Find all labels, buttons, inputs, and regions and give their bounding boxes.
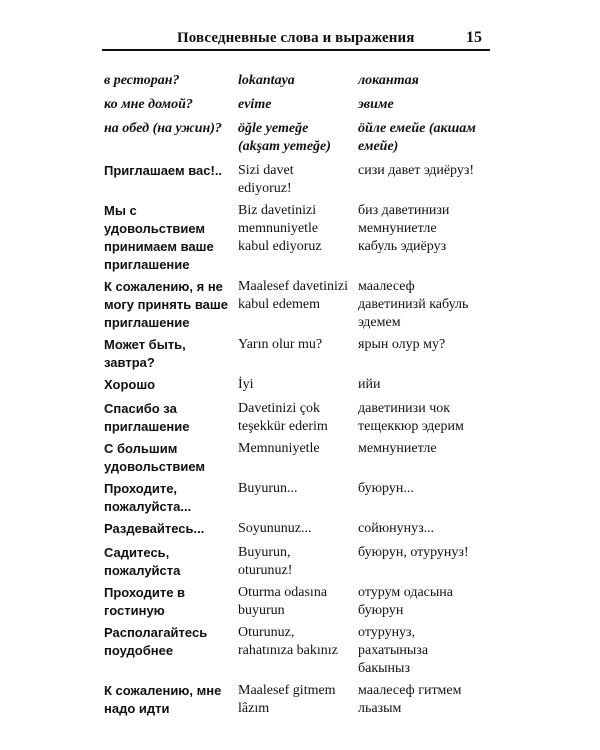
turkish-phrase: Davetinizi çok teşekkür ederim: [238, 401, 328, 434]
table-row: [104, 400, 494, 440]
transcription: мемнуниетле: [358, 441, 437, 456]
transcription: эвиме: [358, 97, 394, 112]
table-row: [104, 544, 494, 584]
transcription: сойюнунуз...: [358, 521, 435, 536]
russian-phrase: Может быть, завтра?: [104, 337, 186, 370]
turkish-phrase: Oturma odasına buyurun: [238, 585, 328, 618]
transcription: биз даветинизи мемнуниетле кабуль эдиёруз: [358, 203, 450, 254]
russian-phrase: Хорошо: [104, 377, 156, 392]
transcription: сизи давет эдиёруз!: [358, 163, 475, 178]
transcription: ӧйле емейе (акшам емейе): [358, 121, 476, 154]
table-row: [104, 440, 494, 480]
russian-phrase: на обед (на ужин)?: [104, 121, 222, 136]
russian-phrase: С большим удовольствием: [104, 441, 206, 474]
table-row: [104, 202, 494, 278]
turkish-phrase: Memnuniyetle: [238, 441, 320, 456]
table-row: [104, 162, 494, 202]
transcription: маалесеф даветинизй кабуль эдемем: [358, 279, 469, 330]
table-row: [104, 376, 494, 400]
russian-phrase: Приглашаем вас!..: [104, 163, 223, 178]
russian-phrase: Располагайтесь поудобнее: [104, 625, 208, 658]
table-row: [104, 682, 494, 722]
russian-phrase: ко мне домой?: [104, 97, 193, 112]
turkish-phrase: Maalesef davetinizi kabul edemem: [238, 279, 349, 312]
russian-phrase: Проходите, пожалуйста...: [104, 481, 192, 514]
table-row: [104, 336, 494, 376]
turkish-phrase: Soyununuz...: [238, 521, 312, 536]
table-row: [104, 120, 494, 162]
turkish-phrase: Biz davetinizi memnuniyetle kabul ediyoruz: [238, 203, 322, 254]
russian-phrase: К сожалению, мне надо идти: [104, 683, 222, 716]
table-row: [104, 72, 494, 96]
table-row: [104, 480, 494, 520]
russian-phrase: Мы с удовольствием принимаем ваше приглашение: [104, 203, 214, 272]
turkish-phrase: Buyurun, oturunuz!: [238, 545, 293, 578]
header-divider: [102, 49, 490, 51]
transcription: отурум одасына буюрун: [358, 585, 453, 618]
turkish-phrase: Maalesef gitmem lâzım: [238, 683, 336, 716]
transcription: локантая: [358, 73, 419, 88]
turkish-phrase: Sizi davet ediyoruz!: [238, 163, 294, 196]
transcription: буюрун...: [358, 481, 414, 496]
russian-phrase: в ресторан?: [104, 73, 180, 88]
turkish-phrase: lokantaya: [238, 73, 295, 88]
transcription: отурунуз, рахатыныза бакыныз: [358, 625, 429, 676]
russian-phrase: Проходите в гостиную: [104, 585, 186, 618]
turkish-phrase: Oturunuz, rahatınıza bakınız: [238, 625, 338, 658]
transcription: даветинизи чок тещеккюр эдерим: [358, 401, 464, 434]
table-row: [104, 278, 494, 336]
turkish-phrase: öğle yemeğe (akşam yemeğe): [238, 121, 331, 154]
russian-phrase: К сожалению, я не могу принять ваше приглашение: [104, 279, 228, 330]
page-number: 15: [466, 29, 482, 46]
table-row: [104, 624, 494, 682]
phrase-table: [104, 72, 494, 722]
transcription: ярын олур му?: [358, 337, 446, 352]
russian-phrase: Спасибо за приглашение: [104, 401, 190, 434]
table-row: [104, 520, 494, 544]
turkish-phrase: Yarın olur mu?: [238, 337, 323, 352]
table-row: [104, 584, 494, 624]
transcription: маалесеф гитмем льазым: [358, 683, 462, 716]
turkish-phrase: Buyurun...: [238, 481, 298, 496]
russian-phrase: Раздевайтесь...: [104, 521, 205, 536]
russian-phrase: Садитесь, пожалуйста: [104, 545, 181, 578]
turkish-phrase: İyi: [238, 377, 254, 392]
turkish-phrase: evime: [238, 97, 272, 112]
page-title: Повседневные слова и выражения: [177, 30, 415, 46]
transcription: буюрун, отурунуз!: [358, 545, 469, 560]
transcription: ийи: [358, 377, 381, 392]
table-row: [104, 96, 494, 120]
